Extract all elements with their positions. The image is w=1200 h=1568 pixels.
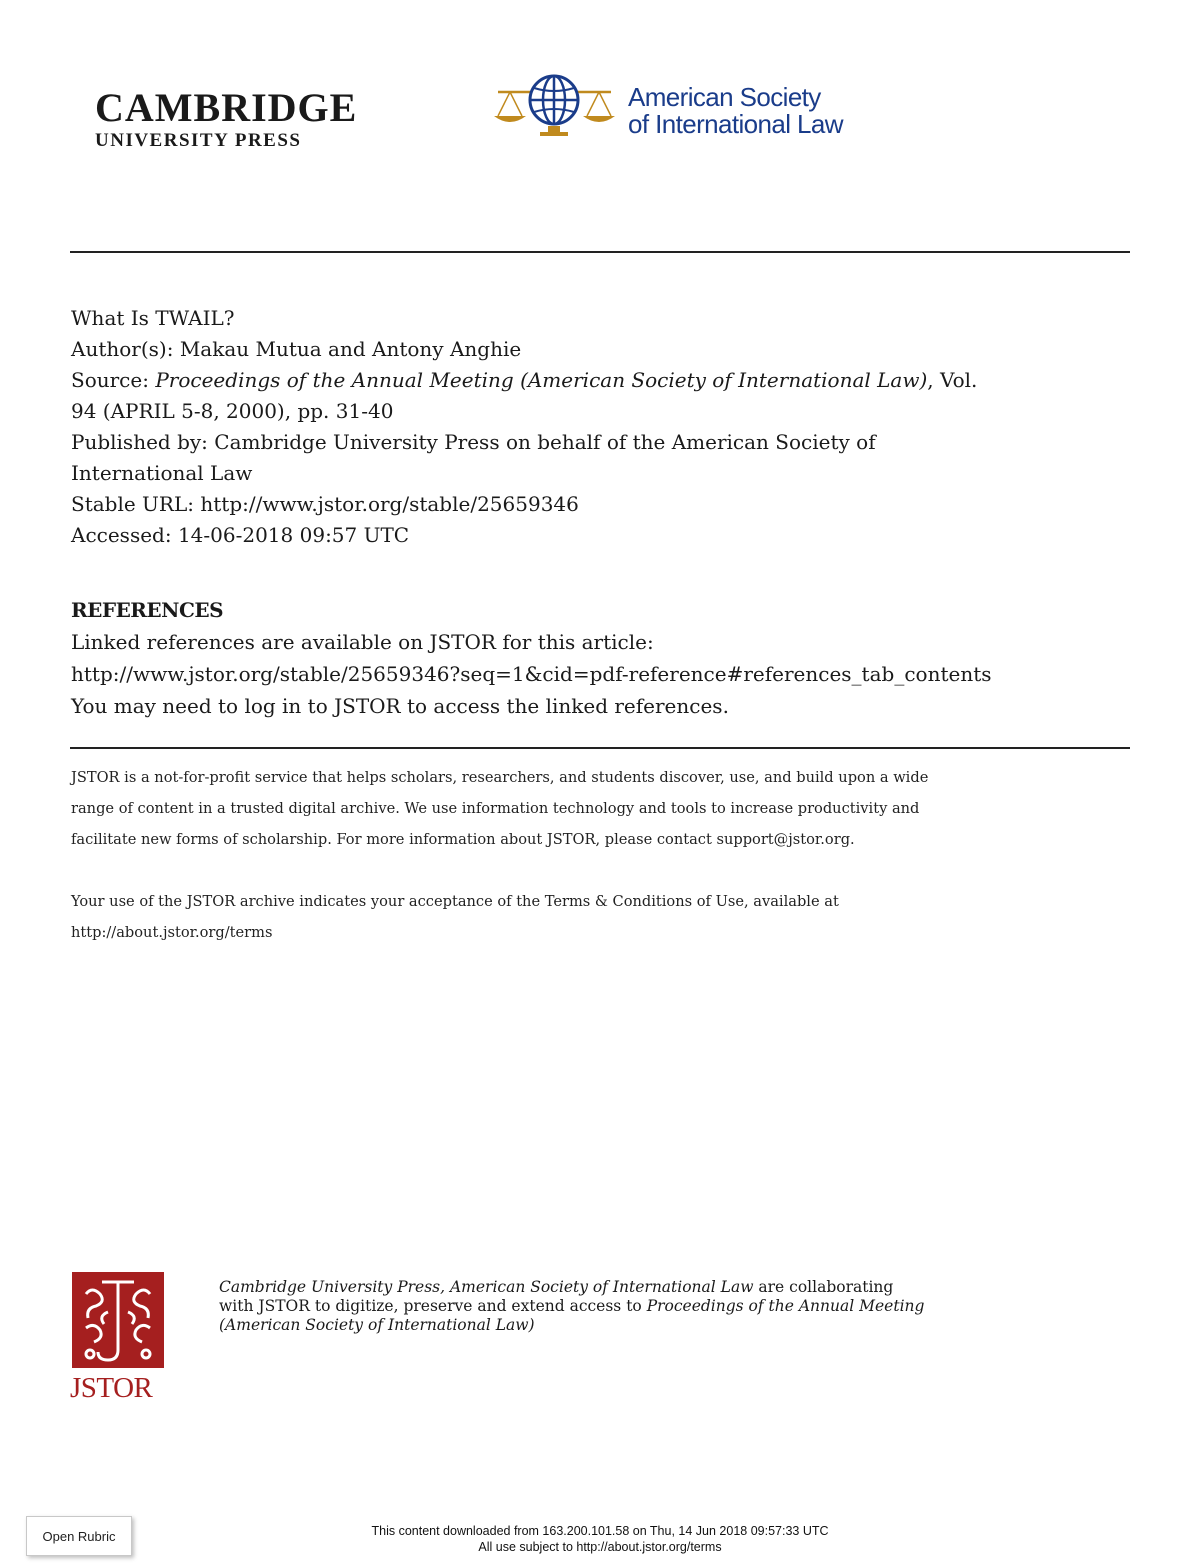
jstor-emblem: [72, 1272, 164, 1368]
authors-value: Makau Mutua and Antony Anghie: [179, 337, 522, 361]
article-source: [71, 365, 1131, 396]
references-intro: Linked references are available on JSTOR for this article:: [71, 630, 654, 654]
article-accessed: Accessed: 14-06-2018 09:57 UTC: [71, 523, 410, 547]
jstor-notice: [71, 762, 1131, 948]
collab-journal-cont: (American Society of International Law): [219, 1316, 535, 1334]
source-vol: , Vol.: [927, 368, 978, 392]
notice-line: Your use of the JSTOR archive indicates your acceptance of the Terms & Conditions of Use, available at: [71, 893, 839, 910]
collab-text: are collaborating: [753, 1278, 894, 1296]
cambridge-university-press-logo: [95, 85, 370, 154]
download-footer: [300, 1523, 900, 1555]
source-label: Source:: [71, 368, 156, 392]
open-rubric-button[interactable]: Open Rubric: [26, 1516, 132, 1556]
top-divider: [70, 251, 1130, 253]
asil-logo-line1: American Society: [628, 82, 821, 112]
notice-line: JSTOR is a not-for-profit service that helps scholars, researchers, and students discover, use, and build upon a wide: [71, 769, 929, 786]
asil-logo-line2: of International Law: [628, 109, 843, 139]
bottom-divider: [70, 747, 1130, 749]
footer-line2: All use subject to http://about.jstor.org/terms: [478, 1540, 722, 1554]
jstor-logo: [70, 1272, 170, 1412]
cup-logo-line1: CAMBRIDGE: [95, 85, 358, 130]
collab-text: with JSTOR to digitize, preserve and extend access to: [219, 1297, 647, 1315]
terms-link[interactable]: http://about.jstor.org/terms: [71, 924, 273, 941]
stable-url-label: Stable URL:: [71, 492, 201, 516]
references-login-note: You may need to log in to JSTOR to access the linked references.: [71, 694, 729, 718]
references-section: [71, 594, 1151, 722]
notice-line: facilitate new forms of scholarship. For more information about JSTOR, please contact support@jstor.org.: [71, 831, 855, 848]
article-metadata: [71, 303, 1131, 551]
jstor-ornament-icon: [72, 1272, 164, 1368]
asil-logo: [492, 64, 912, 144]
article-stable-url: [71, 489, 1131, 520]
references-link[interactable]: http://www.jstor.org/stable/25659346?seq=1&cid=pdf-reference#references_tab_contents: [71, 662, 992, 686]
cup-logo-line2: UNIVERSITY PRESS: [95, 130, 302, 151]
scales-globe-icon: [492, 66, 617, 138]
footer-line1: This content downloaded from 163.200.101.58 on Thu, 14 Jun 2018 09:57:33 UTC: [371, 1524, 829, 1538]
collab-journal: Proceedings of the Annual Meeting: [646, 1297, 925, 1315]
collaboration-note: [219, 1278, 1099, 1335]
notice-line: range of content in a trusted digital archive. We use information technology and tools to increase productivity and: [71, 800, 920, 817]
jstor-wordmark: JSTOR: [70, 1372, 153, 1404]
article-title: What Is TWAIL?: [71, 306, 235, 330]
collab-line: [219, 1297, 1099, 1316]
article-authors: [71, 334, 1131, 365]
article-source-details: 94 (APRIL 5-8, 2000), pp. 31-40: [71, 399, 394, 423]
references-heading: REFERENCES: [71, 598, 224, 622]
collab-publishers: Cambridge University Press, American Society of International Law: [219, 1278, 754, 1296]
collab-line: [219, 1278, 1099, 1297]
asil-logo-text: [628, 84, 843, 138]
source-journal: Proceedings of the Annual Meeting (American Society of International Law): [155, 368, 928, 392]
stable-url-link[interactable]: http://www.jstor.org/stable/25659346: [200, 492, 579, 516]
collab-line: [219, 1316, 1099, 1335]
article-publisher-line1: Published by: Cambridge University Press on behalf of the American Society of: [71, 430, 876, 454]
authors-label: Author(s):: [71, 337, 180, 361]
notice-spacer: [71, 855, 1131, 886]
article-publisher-line2: International Law: [71, 461, 253, 485]
